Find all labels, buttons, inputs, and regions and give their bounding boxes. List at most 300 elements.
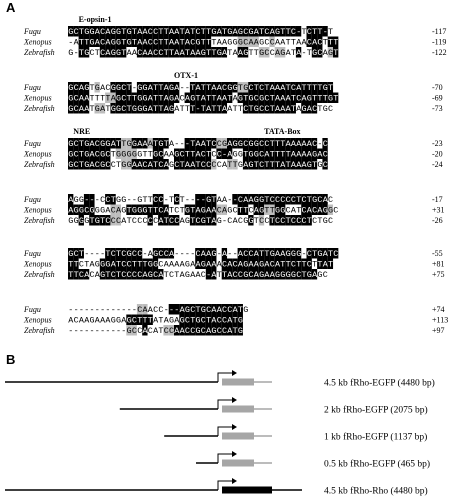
- residue: T: [301, 259, 307, 270]
- residue: A: [190, 160, 196, 170]
- residue: T: [105, 93, 111, 104]
- residue: C: [137, 326, 143, 336]
- residue: G: [232, 139, 238, 149]
- residue: A: [269, 83, 275, 93]
- residue: G: [243, 270, 249, 280]
- residue: T: [333, 93, 339, 104]
- residue: T: [312, 93, 318, 104]
- residue: T: [163, 270, 169, 280]
- residue: G: [142, 205, 148, 216]
- arrowhead-icon: [232, 424, 237, 430]
- residue: -: [89, 326, 95, 336]
- residue: T: [206, 48, 212, 58]
- residue: T: [105, 104, 111, 114]
- residue: C: [264, 139, 270, 149]
- residue: A: [243, 195, 249, 205]
- residue: A: [174, 104, 180, 114]
- residue: C: [200, 315, 206, 326]
- residue: C: [280, 216, 286, 226]
- residue: G: [147, 259, 153, 270]
- residue: T: [317, 216, 323, 226]
- residue: G: [190, 93, 196, 104]
- residue: C: [73, 27, 79, 37]
- residue: C: [174, 205, 180, 216]
- residue: C: [211, 139, 217, 149]
- residue: A: [174, 83, 180, 93]
- residue: T: [285, 259, 291, 270]
- residue: C: [290, 216, 296, 226]
- residue: A: [243, 160, 249, 170]
- residue: A: [322, 195, 328, 205]
- residue: T: [84, 259, 90, 270]
- residue: G: [195, 37, 201, 48]
- residue: G: [68, 27, 74, 37]
- residue: C: [280, 195, 286, 205]
- residue: G: [121, 195, 127, 205]
- residue: A: [227, 139, 233, 149]
- residue: G: [317, 249, 323, 259]
- position-number: +113: [432, 315, 449, 325]
- residue: T: [131, 259, 137, 270]
- residue: G: [317, 270, 323, 280]
- species-label: Fugu: [24, 83, 41, 92]
- residue: C: [322, 149, 328, 160]
- residue: T: [174, 270, 180, 280]
- residue: T: [195, 93, 201, 104]
- residue: T: [147, 149, 153, 160]
- residue: T: [153, 104, 159, 114]
- residue: A: [296, 160, 302, 170]
- residue: -: [169, 305, 175, 315]
- residue: T: [190, 149, 196, 160]
- residue: T: [237, 305, 243, 315]
- residue: T: [253, 83, 259, 93]
- residue: C: [105, 195, 111, 205]
- residue: C: [216, 160, 222, 170]
- residue: G: [89, 315, 95, 326]
- residue: T: [206, 216, 212, 226]
- residue: C: [312, 205, 318, 216]
- residue: A: [147, 104, 153, 114]
- residue: T: [169, 195, 175, 205]
- residue: T: [232, 104, 238, 114]
- alignment-block: [23, 15, 447, 58]
- residue: C: [269, 195, 275, 205]
- residue: A: [280, 249, 286, 259]
- residue: A: [253, 205, 259, 216]
- residue: C: [259, 139, 265, 149]
- residue: -: [195, 104, 201, 114]
- residue: A: [174, 27, 180, 37]
- residue: T: [195, 160, 201, 170]
- residue: -: [184, 83, 190, 93]
- construct-label: 0.5 kb fRho-EGFP (465 bp): [324, 459, 430, 470]
- residue: T: [206, 93, 212, 104]
- residue: A: [275, 83, 281, 93]
- residue: A: [216, 305, 222, 315]
- residue: C: [285, 205, 291, 216]
- position-number: +81: [432, 259, 445, 269]
- residue: G: [237, 27, 243, 37]
- residue: G: [269, 249, 275, 259]
- residue: C: [269, 37, 275, 48]
- egfp-box: [222, 433, 254, 440]
- residue: C: [131, 315, 137, 326]
- residue: G: [253, 104, 259, 114]
- residue: C: [232, 205, 238, 216]
- construct-map: [0, 360, 455, 500]
- residue: A: [322, 48, 328, 58]
- position-number: -73: [432, 104, 443, 113]
- residue: -: [78, 305, 84, 315]
- residue: T: [317, 104, 323, 114]
- residue: -: [301, 48, 307, 58]
- alignment-block: [23, 194, 445, 226]
- residue: A: [105, 315, 111, 326]
- residue: T: [259, 27, 265, 37]
- residue: C: [137, 270, 143, 280]
- residue: G: [248, 216, 254, 226]
- residue: -: [78, 326, 84, 336]
- residue: T: [179, 27, 185, 37]
- residue: A: [126, 48, 132, 58]
- residue: -: [131, 195, 137, 205]
- residue: T: [216, 270, 222, 280]
- residue: G: [328, 93, 334, 104]
- residue: T: [280, 259, 286, 270]
- residue: A: [84, 104, 90, 114]
- residue: T: [147, 195, 153, 205]
- residue: A: [227, 270, 233, 280]
- residue: G: [227, 37, 233, 48]
- residue: T: [131, 37, 137, 48]
- residue: A: [222, 195, 228, 205]
- residue: C: [126, 259, 132, 270]
- residue: C: [243, 37, 249, 48]
- residue: T: [142, 315, 148, 326]
- residue: A: [237, 259, 243, 270]
- residue: G: [237, 37, 243, 48]
- species-label: Fugu: [24, 139, 41, 148]
- residue: G: [68, 93, 74, 104]
- residue: A: [110, 93, 116, 104]
- residue: G: [89, 205, 95, 216]
- residue: G: [306, 160, 312, 170]
- residue: G: [243, 83, 249, 93]
- residue: C: [89, 48, 95, 58]
- residue: -: [84, 305, 90, 315]
- residue: T: [84, 37, 90, 48]
- residue: G: [216, 216, 222, 226]
- residue: -: [296, 27, 302, 37]
- residue: G: [248, 27, 254, 37]
- residue: T: [269, 104, 275, 114]
- residue: C: [153, 48, 159, 58]
- residue: A: [216, 259, 222, 270]
- residue: -: [105, 326, 111, 336]
- residue: A: [322, 259, 328, 270]
- residue: A: [179, 259, 185, 270]
- residue: T: [290, 48, 296, 58]
- residue: G: [100, 259, 106, 270]
- residue: C: [216, 139, 222, 149]
- residue: C: [312, 104, 318, 114]
- residue: G: [195, 326, 201, 336]
- residue: A: [94, 27, 100, 37]
- residue: A: [216, 37, 222, 48]
- residue: C: [158, 149, 164, 160]
- residue: A: [174, 315, 180, 326]
- residue: A: [169, 27, 175, 37]
- residue: A: [275, 249, 281, 259]
- position-number: -20: [432, 149, 443, 159]
- residue: G: [184, 259, 190, 270]
- residue: A: [280, 93, 286, 104]
- species-label: Xenopus: [24, 93, 52, 103]
- residue: T: [264, 249, 270, 259]
- residue: G: [285, 270, 291, 280]
- residue: -: [184, 139, 190, 149]
- residue: A: [206, 205, 212, 216]
- residue: A: [100, 83, 106, 93]
- residue: G: [126, 249, 132, 259]
- residue: C: [89, 270, 95, 280]
- residue: T: [285, 83, 291, 93]
- residue: T: [116, 270, 122, 280]
- residue: A: [200, 249, 206, 259]
- residue: C: [328, 104, 334, 114]
- residue: C: [163, 326, 169, 336]
- residue: A: [174, 93, 180, 104]
- residue: A: [163, 259, 169, 270]
- residue: T: [121, 48, 127, 58]
- residue: A: [147, 305, 153, 315]
- residue: A: [78, 93, 84, 104]
- residue: T: [301, 83, 307, 93]
- residue: G: [116, 37, 122, 48]
- residue: A: [285, 139, 291, 149]
- position-number: +75: [432, 270, 445, 279]
- residue: T: [142, 149, 148, 160]
- residue: G: [237, 326, 243, 336]
- residue: G: [137, 83, 143, 93]
- residue: -: [200, 195, 206, 205]
- residue: C: [158, 249, 164, 259]
- residue: C: [105, 216, 111, 226]
- residue: G: [280, 270, 286, 280]
- residue: T: [184, 48, 190, 58]
- residue: A: [94, 270, 100, 280]
- residue: T: [269, 93, 275, 104]
- residue: -: [190, 195, 196, 205]
- residue: G: [137, 205, 143, 216]
- residue: C: [121, 104, 127, 114]
- residue: -: [322, 27, 328, 37]
- residue: T: [126, 93, 132, 104]
- residue: G: [94, 83, 100, 93]
- residue: T: [253, 48, 259, 58]
- residue: A: [296, 48, 302, 58]
- residue: A: [121, 216, 127, 226]
- residue: A: [285, 93, 291, 104]
- motif-label: OTX-1: [174, 71, 198, 80]
- residue: C: [200, 270, 206, 280]
- position-number: -26: [432, 216, 443, 225]
- residue: -: [94, 326, 100, 336]
- residue: T: [121, 27, 127, 37]
- residue: C: [248, 83, 254, 93]
- residue: G: [89, 27, 95, 37]
- residue: A: [222, 205, 228, 216]
- residue: T: [116, 160, 122, 170]
- residue: C: [264, 48, 270, 58]
- residue: G: [116, 93, 122, 104]
- residue: T: [275, 139, 281, 149]
- residue: C: [216, 205, 222, 216]
- residue: T: [131, 93, 137, 104]
- residue: A: [84, 315, 90, 326]
- residue: G: [243, 259, 249, 270]
- residue: T: [248, 48, 254, 58]
- residue: -: [94, 195, 100, 205]
- residue: G: [126, 27, 132, 37]
- residue: G: [259, 37, 265, 48]
- residue: G: [275, 270, 281, 280]
- residue: T: [312, 83, 318, 93]
- residue: C: [158, 160, 164, 170]
- residue: A: [237, 48, 243, 58]
- residue: G: [131, 139, 137, 149]
- residue: G: [105, 139, 111, 149]
- residue: A: [121, 315, 127, 326]
- residue: A: [227, 104, 233, 114]
- residue: G: [78, 195, 84, 205]
- residue: T: [163, 27, 169, 37]
- egfp-box: [222, 379, 254, 386]
- position-number: -24: [432, 160, 443, 169]
- residue: -: [206, 270, 212, 280]
- residue: G: [259, 259, 265, 270]
- residue: G: [116, 83, 122, 93]
- egfp-box: [222, 460, 254, 467]
- residue: A: [227, 149, 233, 160]
- residue: C: [216, 315, 222, 326]
- residue: C: [73, 249, 79, 259]
- residue: C: [179, 149, 185, 160]
- residue: A: [84, 270, 90, 280]
- position-number: -122: [432, 48, 447, 57]
- residue: C: [147, 27, 153, 37]
- residue: T: [153, 83, 159, 93]
- residue: C: [211, 160, 217, 170]
- residue: G: [137, 195, 143, 205]
- residue: A: [142, 27, 148, 37]
- residue: A: [216, 195, 222, 205]
- residue: C: [322, 160, 328, 170]
- residue: A: [147, 249, 153, 259]
- residue: T: [227, 160, 233, 170]
- residue: A: [296, 104, 302, 114]
- residue: C: [243, 139, 249, 149]
- residue: T: [264, 205, 270, 216]
- residue: A: [105, 37, 111, 48]
- residue: C: [296, 270, 302, 280]
- residue: T: [131, 27, 137, 37]
- residue: C: [158, 48, 164, 58]
- residue: A: [317, 149, 323, 160]
- residue: A: [248, 195, 254, 205]
- residue: T: [184, 104, 190, 114]
- residue: A: [222, 37, 228, 48]
- residue: A: [211, 205, 217, 216]
- residue: G: [243, 305, 249, 315]
- residue: A: [68, 195, 74, 205]
- residue: -: [232, 249, 238, 259]
- residue: C: [153, 305, 159, 315]
- residue: C: [248, 270, 254, 280]
- residue: A: [169, 259, 175, 270]
- residue: C: [243, 27, 249, 37]
- residue: G: [121, 160, 127, 170]
- residue: G: [169, 93, 175, 104]
- residue: A: [232, 48, 238, 58]
- residue: C: [121, 249, 127, 259]
- residue: A: [222, 249, 228, 259]
- residue: G: [211, 249, 217, 259]
- residue: -: [227, 195, 233, 205]
- residue: G: [68, 139, 74, 149]
- residue: T: [280, 139, 286, 149]
- residue: G: [84, 160, 90, 170]
- residue: -: [216, 249, 222, 259]
- residue: C: [306, 249, 312, 259]
- residue: G: [232, 149, 238, 160]
- residue: T: [317, 259, 323, 270]
- residue: T: [190, 205, 196, 216]
- position-number: -17: [432, 195, 443, 204]
- residue: A: [131, 48, 137, 58]
- residue: G: [110, 315, 116, 326]
- residue: A: [195, 139, 201, 149]
- residue: C: [200, 149, 206, 160]
- residue: A: [142, 326, 148, 336]
- residue: C: [264, 93, 270, 104]
- species-label: Zebrafish: [24, 216, 55, 225]
- residue: C: [121, 259, 127, 270]
- residue: T: [126, 104, 132, 114]
- residue: T: [243, 149, 249, 160]
- residue: G: [110, 37, 116, 48]
- residue: T: [169, 205, 175, 216]
- residue: G: [222, 139, 228, 149]
- residue: C: [184, 315, 190, 326]
- residue: -: [142, 249, 148, 259]
- motif-label: NRE: [73, 127, 91, 136]
- residue: T: [73, 259, 79, 270]
- residue: A: [222, 104, 228, 114]
- residue: C: [200, 160, 206, 170]
- residue: T: [290, 37, 296, 48]
- residue: C: [306, 259, 312, 270]
- residue: C: [78, 259, 84, 270]
- residue: -: [116, 305, 122, 315]
- residue: T: [78, 160, 84, 170]
- arrowhead-icon: [232, 397, 237, 403]
- residue: A: [179, 216, 185, 226]
- residue: T: [285, 149, 291, 160]
- residue: A: [78, 83, 84, 93]
- residue: G: [100, 139, 106, 149]
